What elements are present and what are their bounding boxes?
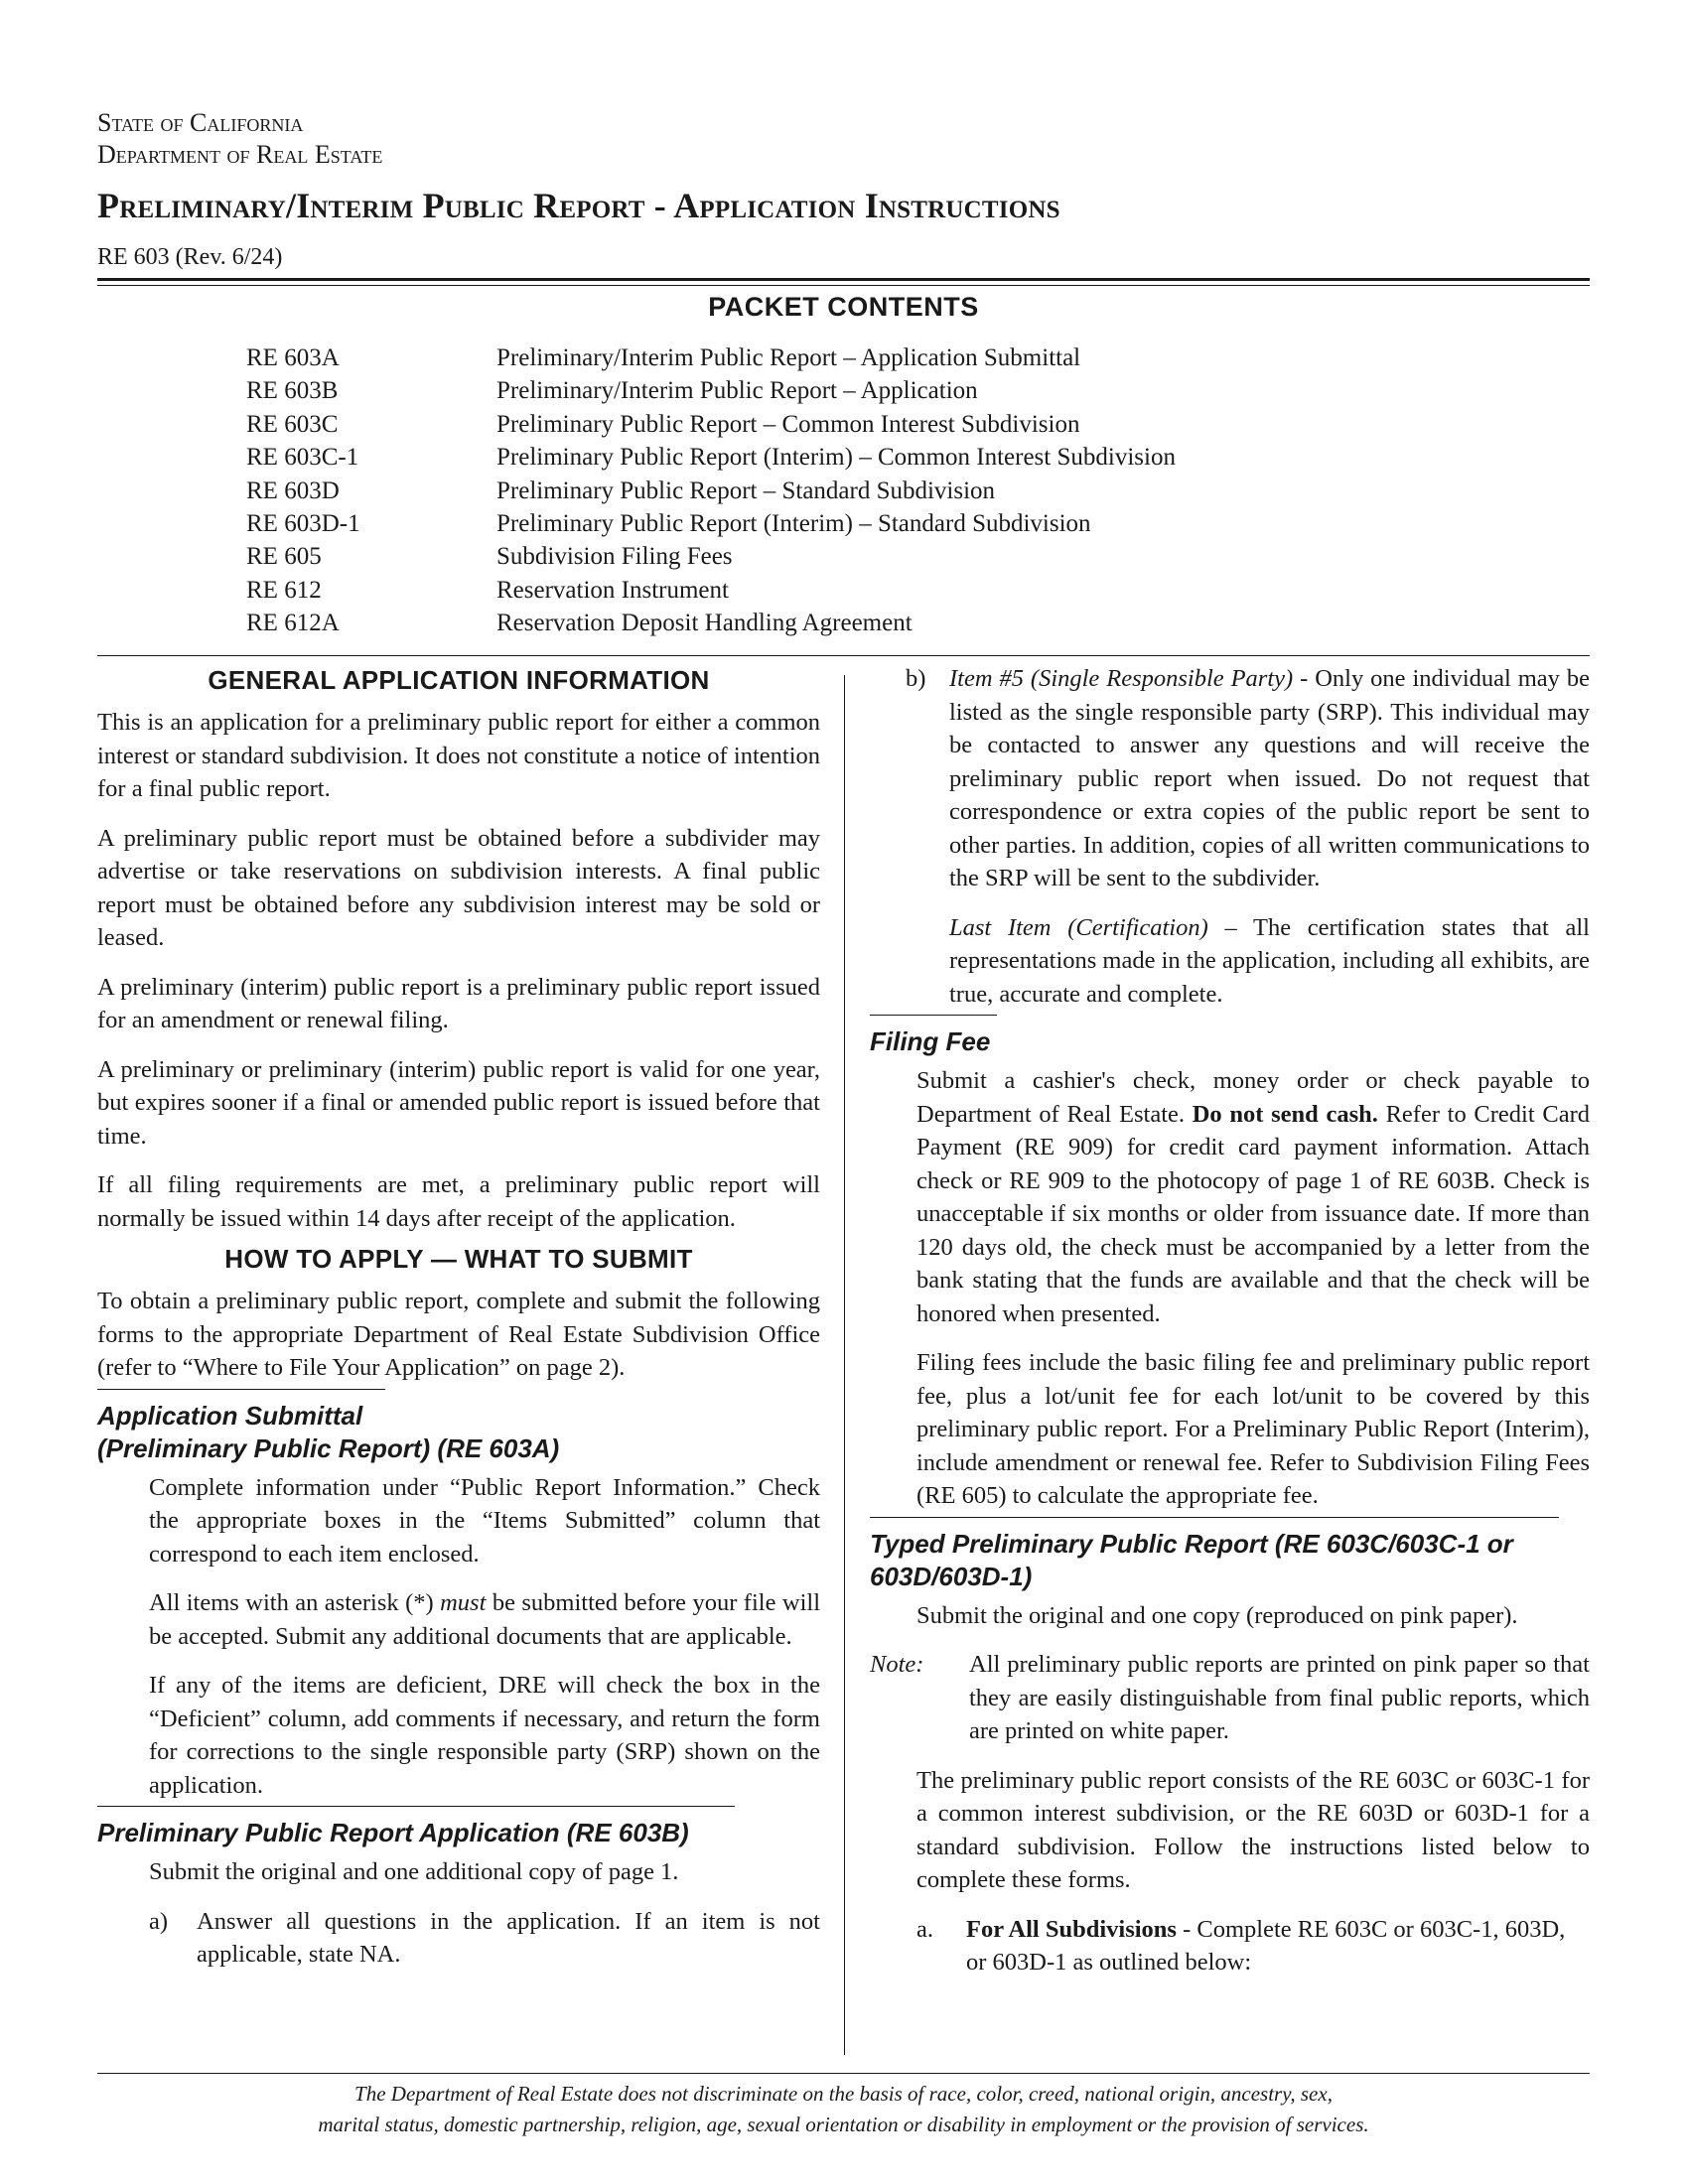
list-item (246, 607, 1338, 639)
item-text: Answer all questions in the application. If an item is not applicable, state NA. (197, 1907, 820, 1968)
note-text: All preliminary public reports are printed on pink paper so that they are easily distinguishable from final public reports, which are printed on white paper. (969, 1651, 1590, 1744)
certification-title: Last Item (Certification) (949, 913, 1208, 941)
form-description: Preliminary Public Report – Common Interest Subdivision (496, 410, 1080, 438)
filing-fee-body (870, 1064, 1590, 1513)
item-a-text: - Complete RE 603C or 603C-1, 603D, or 603D-1 as outlined below: (966, 1915, 1566, 1976)
application-body (97, 1855, 820, 1972)
filing-fee-warning: Do not send cash. (1192, 1100, 1378, 1128)
filing-fee-text: Refer to Credit Card Payment (RE 909) for credit card payment information. Attach check or RE 909 to the photocopy of page 1 of RE 603B. Check is unacceptable if six months or older from issuance date. If more than 120 days old, the check must be accompanied by a letter from the bank stating that the funds are available and that the check will be honored when presented. (916, 1100, 1590, 1327)
document-title: Preliminary/Interim Public Report - Application Instructions (97, 186, 1060, 225)
form-number: RE 603 (Rev. 6/24) (97, 244, 283, 270)
list-item (246, 507, 1338, 540)
general-paragraph: If all filing requirements are met, a preliminary public report will normally be issued within 14 days after receipt of the application. (97, 1171, 820, 1232)
form-description: Subdivision Filing Fees (496, 543, 733, 571)
section-rule (97, 655, 1590, 656)
list-item (246, 441, 1338, 474)
item-label: b) (906, 665, 926, 692)
application-item-b (870, 662, 1590, 1015)
certification-text: – The certification states that all representations made in the application, including all exhibits, are true, accurate and complete. (949, 913, 1590, 1008)
typed-item-a (870, 1913, 1590, 1979)
typed-paragraph: The preliminary public report consists of the RE 603C or 603C-1 for a common interest subdivision, or the RE 603D or 603D-1 for a standard subdivision. Follow the instructions listed below to complete these forms. (916, 1766, 1590, 1893)
submittal-paragraph: If any of the items are deficient, DRE will check the box in the “Deficient” column, add comments if necessary, and return the form for corrections to the single responsible party (SRP) shown on the application. (149, 1672, 820, 1799)
typed-paragraph: Submit the original and one copy (reproduced on pink paper). (916, 1601, 1518, 1629)
nondiscrimination-footer (97, 2079, 1590, 2140)
subsection-rule (870, 1517, 1559, 1518)
footer-line: The Department of Real Estate does not discriminate on the basis of race, color, creed, national origin, ancestry, sex, (354, 2082, 1333, 2106)
list-item (246, 475, 1338, 507)
subsection-rule (97, 1806, 735, 1807)
packet-contents-list (246, 341, 1338, 640)
item-label: a) (149, 1907, 169, 1935)
packet-contents-heading: PACKET CONTENTS (708, 292, 979, 322)
application-submittal-heading-line1: Application Submittal (97, 1400, 363, 1431)
list-item (246, 341, 1338, 374)
form-description: Preliminary Public Report – Standard Subdivision (496, 477, 996, 504)
submittal-text: All items with an asterisk (*) (149, 1589, 441, 1616)
item-b-paragraph (949, 662, 1590, 895)
application-item-a (149, 1905, 820, 1972)
form-code: RE 612 (246, 576, 322, 604)
footer-line: marital status, domestic partnership, religion, age, sexual orientation or disability in employment or the provision of services. (318, 2113, 1369, 2136)
typed-report-heading: Typed Preliminary Public Report (RE 603C/603C-1 or 603D/603D-1) (870, 1528, 1513, 1591)
column-divider (844, 675, 845, 2055)
filing-fee-heading: Filing Fee (870, 1026, 991, 1056)
agency-header (97, 107, 382, 171)
form-code: RE 603D (246, 477, 340, 504)
subsection-rule (97, 1389, 385, 1390)
filing-fee-paragraph: Filing fees include the basic filing fee and preliminary public report fee, plus a lot/unit fee for each lot/unit to be covered by this preliminary public report. For a Preliminary Public Report (Interim), include amendment or renewal fee. Refer to Subdivision Filing Fees (RE 605) to calculate the appropriate fee. (916, 1349, 1590, 1509)
header-rule-thick (97, 278, 1590, 281)
filing-fee-paragraph (916, 1064, 1590, 1330)
general-paragraph: A preliminary (interim) public report is a preliminary public report issued for an amendment or renewal filing. (97, 973, 820, 1033)
list-item (246, 540, 1338, 573)
submittal-text: be submitted before your file will be accepted. Submit any additional documents that are applicable. (149, 1589, 820, 1650)
form-description: Preliminary Public Report (Interim) – Standard Subdivision (496, 510, 1091, 538)
general-info-heading: GENERAL APPLICATION INFORMATION (208, 665, 710, 695)
agency-department: Department of Real Estate (97, 140, 383, 169)
form-code: RE 603A (246, 344, 340, 371)
form-description: Reservation Instrument (496, 576, 729, 604)
list-item (246, 408, 1338, 441)
general-paragraph: A preliminary or preliminary (interim) public report is valid for one year, but expires sooner if a final or amended public report is issued before that time. (97, 1055, 820, 1150)
item-b-title: Item #5 (Single Responsible Party) (949, 665, 1294, 692)
right-column (870, 662, 1590, 1979)
header-rule-thin (97, 285, 1590, 286)
typed-report-body (870, 1599, 1590, 1979)
item-b-text: - Only one individual may be listed as the single responsible party (SRP). This individual may be contacted to answer any questions and will receive the preliminary public report when issued. Do not request that correspondence or extra copies of the public report be sent to other parties. In addition, copies of all written communications to the SRP will be sent to the subdivider. (949, 665, 1590, 891)
form-description: Preliminary Public Report (Interim) – Common Interest Subdivision (496, 444, 1176, 472)
form-code: RE 603C (246, 410, 339, 438)
left-column (97, 662, 820, 1972)
typed-note (870, 1648, 1590, 1748)
list-item (246, 574, 1338, 607)
certification-paragraph (949, 911, 1590, 1012)
general-paragraph: This is an application for a preliminary public report for either a common interest or standard subdivision. It does not constitute a notice of intention for a final public report. (97, 709, 820, 802)
form-description: Reservation Deposit Handling Agreement (496, 610, 913, 637)
general-paragraph: A preliminary public report must be obtained before a subdivider may advertise or take reservations on subdivision interests. A final public report must be obtained before any subdivision interest may be sold or leased. (97, 824, 820, 951)
list-item (246, 374, 1338, 407)
form-code: RE 603D-1 (246, 510, 360, 538)
form-code: RE 603B (246, 377, 339, 405)
application-paragraph: Submit the original and one additional copy of page 1. (149, 1858, 679, 1885)
how-to-apply-heading: HOW TO APPLY — WHAT TO SUBMIT (224, 1244, 693, 1274)
agency-state: State of California (97, 108, 304, 137)
note-label: Note: (870, 1651, 924, 1678)
item-label: a. (916, 1915, 933, 1943)
submittal-emphasis: must (440, 1589, 487, 1616)
how-to-apply-intro: To obtain a preliminary public report, complete and submit the following forms to the appropriate Department of Real Estate Subdivision Office (refer to “Where to File Your Application” on page 2). (97, 1288, 820, 1381)
subsection-rule (870, 1015, 997, 1016)
form-description: Preliminary/Interim Public Report – Application Submittal (496, 344, 1081, 371)
application-submittal-body (97, 1471, 820, 1803)
submittal-paragraph: Complete information under “Public Report Information.” Check the appropriate boxes in the “Items Submitted” column that correspond to each item enclosed. (149, 1473, 820, 1568)
application-submittal-heading (97, 1400, 820, 1465)
item-a-title: For All Subdivisions (966, 1915, 1177, 1943)
submittal-paragraph (149, 1586, 820, 1653)
form-code: RE 605 (246, 543, 322, 571)
footer-rule (97, 2073, 1590, 2074)
form-description: Preliminary/Interim Public Report – Application (496, 377, 978, 405)
application-heading: Preliminary Public Report Application (RE 603B) (97, 1818, 689, 1847)
form-code: RE 612A (246, 610, 340, 637)
form-code: RE 603C-1 (246, 444, 359, 472)
filing-fee-text: Submit a cashier's check, money order or check payable to Department of Real Estate. (916, 1067, 1590, 1128)
application-submittal-heading-line2: (Preliminary Public Report) (RE 603A) (97, 1433, 560, 1463)
